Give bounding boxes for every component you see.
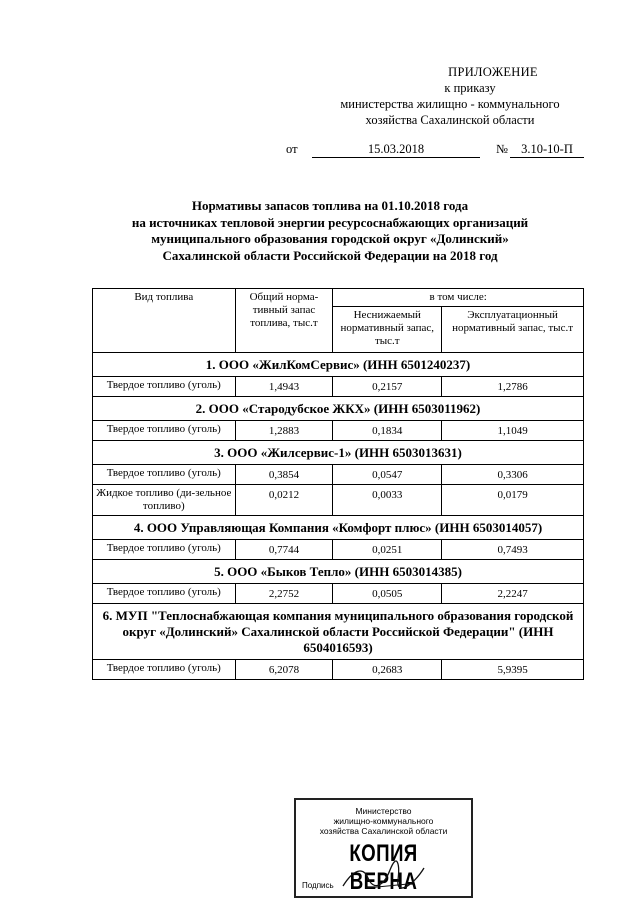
cell-operational: 1,1049: [442, 421, 584, 441]
org-row: [93, 353, 584, 377]
cell-non-reducible: 0,2683: [333, 660, 442, 680]
order-number: 3.10-10-П: [510, 142, 584, 158]
cell-fuel: Твердое топливо (уголь): [93, 421, 236, 441]
stamp-main-text: КОПИЯ ВЕРНА: [349, 840, 418, 895]
heading-line-4: Сахалинской области Российской Федерации на 2018 год: [162, 247, 498, 263]
cell-non-reducible: 0,0033: [333, 485, 442, 516]
appendix-title: ПРИЛОЖЕНИЕ: [448, 65, 538, 79]
cell-operational: 0,7493: [442, 540, 584, 560]
cell-operational: 2,2247: [442, 584, 584, 604]
org-name: 5. ООО «Быков Тепло» (ИНН 6503014385): [93, 560, 584, 584]
cell-total: 0,0212: [235, 485, 333, 516]
cell-total: 2,2752: [235, 584, 333, 604]
stamp-line-1: Министерство: [355, 806, 412, 816]
table-row: [93, 377, 584, 397]
cell-non-reducible: 0,0251: [333, 540, 442, 560]
stamp-line-2: жилищно-коммунального: [333, 816, 434, 826]
order-from-label: от: [286, 142, 298, 156]
cell-fuel: Жидкое топливо (ди-зельное топливо): [93, 485, 236, 516]
org-row: [93, 604, 584, 660]
cell-operational: 0,0179: [442, 485, 584, 516]
org-name: 4. ООО Управляющая Компания «Комфорт плюс» (ИНН 6503014057): [93, 516, 584, 540]
header-row: [93, 289, 584, 307]
cell-fuel: Твердое топливо (уголь): [93, 660, 236, 680]
fuel-reserves-table: [92, 288, 584, 680]
cell-operational: 1,2786: [442, 377, 584, 397]
table-row: [93, 485, 584, 516]
table-row: [93, 421, 584, 441]
org-row: [93, 397, 584, 421]
order-number-label: №: [496, 142, 508, 156]
cell-fuel: Твердое топливо (уголь): [93, 465, 236, 485]
heading-line-3: муниципального образования городской округ «Долинский»: [151, 231, 509, 246]
header-total: Общий норма-тивный запас топлива, тыс.т: [235, 289, 333, 353]
cell-operational: 5,9395: [442, 660, 584, 680]
stamp-signature-label: Подпись: [302, 881, 334, 890]
cell-fuel: Твердое топливо (уголь): [93, 584, 236, 604]
org-row: [93, 441, 584, 465]
appendix-line-3: хозяйства Сахалинской области: [365, 113, 535, 127]
cell-total: 0,7744: [235, 540, 333, 560]
certified-copy-stamp: [294, 798, 473, 898]
table-body: [93, 289, 584, 680]
appendix-line-1: к приказу: [444, 81, 496, 95]
cell-total: 0,3854: [235, 465, 333, 485]
cell-operational: 0,3306: [442, 465, 584, 485]
org-name: 1. ООО «ЖилКомСервис» (ИНН 6501240237): [93, 353, 584, 377]
cell-non-reducible: 0,1834: [333, 421, 442, 441]
cell-non-reducible: 0,2157: [333, 377, 442, 397]
cell-total: 1,2883: [235, 421, 333, 441]
heading-line-2: на источниках тепловой энергии ресурсоснабжающих организаций: [131, 214, 529, 230]
org-row: [93, 560, 584, 584]
org-name: 2. ООО «Стародубское ЖКХ» (ИНН 6503011962): [93, 397, 584, 421]
appendix-block: [300, 64, 600, 128]
header-non-reducible: Неснижаемый нормативный запас, тыс.т: [333, 307, 442, 353]
header-fuel-type: Вид топлива: [93, 289, 236, 353]
cell-total: 1,4943: [235, 377, 333, 397]
table-row: [93, 584, 584, 604]
header-including: в том числе:: [333, 289, 584, 307]
appendix-line-2: министерства жилищно - коммунального: [340, 97, 560, 111]
cell-non-reducible: 0,0547: [333, 465, 442, 485]
table-row: [93, 465, 584, 485]
signature-mark: [338, 860, 428, 892]
cell-fuel: Твердое топливо (уголь): [93, 540, 236, 560]
table-row: [93, 540, 584, 560]
org-name: 6. МУП "Теплоснабжающая компания муниципального образования городской округ «Долинский» Сахалинской области Российской Федерации" (ИНН 6504016593): [93, 604, 584, 660]
cell-non-reducible: 0,0505: [333, 584, 442, 604]
order-date: 15.03.2018: [312, 142, 480, 158]
stamp-line-3: хозяйства Сахалинской области: [319, 826, 448, 836]
cell-fuel: Твердое топливо (уголь): [93, 377, 236, 397]
cell-total: 6,2078: [235, 660, 333, 680]
table-row: [93, 660, 584, 680]
heading-line-1: Нормативы запасов топлива на 01.10.2018 года: [191, 198, 469, 213]
document-heading: [70, 198, 590, 264]
header-operational: Эксплуатационный нормативный запас, тыс.т: [442, 307, 584, 353]
org-row: [93, 516, 584, 540]
order-line: [286, 142, 586, 160]
stamp-ministry: [296, 806, 471, 836]
org-name: 3. ООО «Жилсервис-1» (ИНН 6503013631): [93, 441, 584, 465]
